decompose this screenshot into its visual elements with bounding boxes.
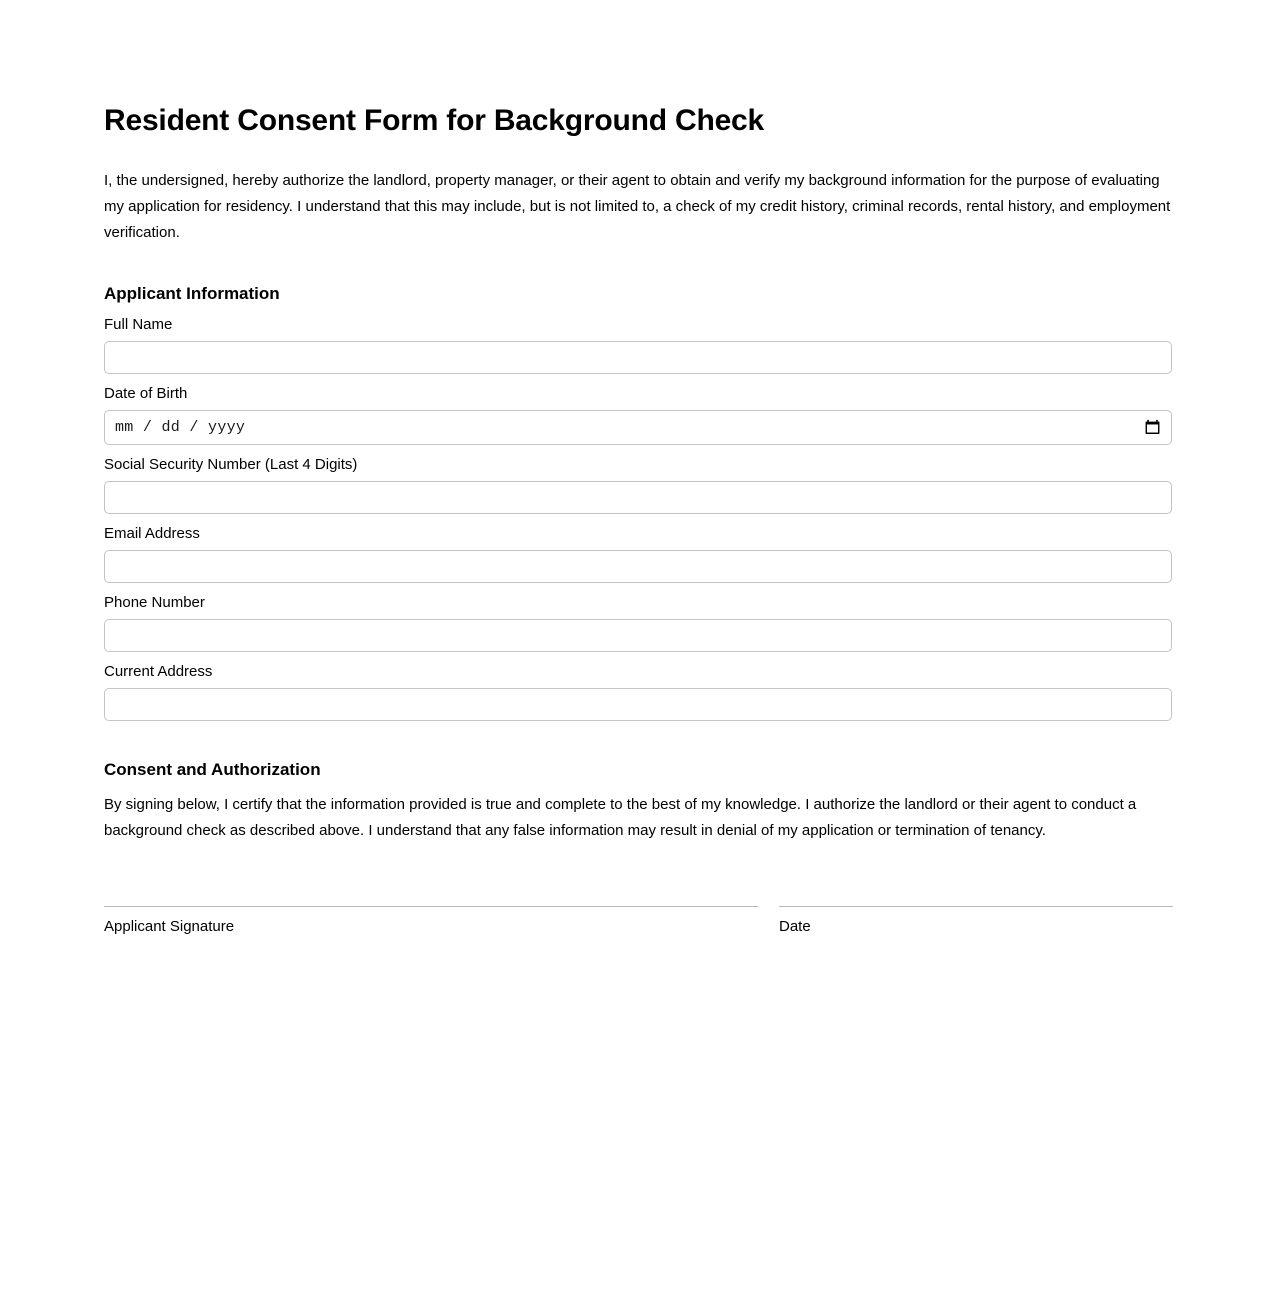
applicant-information-heading: Applicant Information [104,283,280,303]
date-of-birth-placeholder: mm / dd / yyyy [115,418,246,436]
consent-authorization-section [104,760,1174,844]
email-label: Email Address [104,524,200,542]
calendar-icon[interactable] [1145,420,1160,435]
signature-row [104,906,1174,936]
signature-date-field[interactable] [779,906,1173,936]
date-of-birth-input-wrapper [104,410,1172,445]
date-of-birth-label: Date of Birth [104,384,188,402]
intro-paragraph: I, the undersigned, hereby authorize the landlord, property manager, or their agent to obtain and verify my background information for the purpose of evaluating my application for residency. I understand that this may include, but is not limited to, a check of my credit history, criminal records, rental history, and employment verification. [104,171,1171,241]
applicant-information-section [104,284,1174,721]
consent-paragraph: By signing below, I certify that the information provided is true and complete to the best of my knowledge. I authorize the landlord or their agent to conduct a background check as described above. I understand that any false information may result in denial of my application or termination of tenancy. [104,795,1137,839]
full-name-input[interactable] [104,341,1172,374]
field-group-ssn [104,456,1174,514]
ssn-label: Social Security Number (Last 4 Digits) [104,455,358,473]
signature-date-caption: Date [779,917,811,935]
date-of-birth-input[interactable] [104,410,1172,445]
consent-authorization-heading: Consent and Authorization [104,759,321,779]
phone-label: Phone Number [104,593,205,611]
full-name-label: Full Name [104,315,173,333]
email-field[interactable] [104,550,1172,583]
field-group-phone [104,594,1174,652]
page-title: Resident Consent Form for Background Check [104,104,765,137]
current-address-input[interactable] [104,688,1172,721]
field-group-date-of-birth [104,385,1174,445]
ssn-input[interactable] [104,481,1172,514]
field-group-full-name [104,316,1174,374]
field-group-current-address [104,663,1174,721]
phone-input[interactable] [104,619,1172,652]
field-group-email [104,525,1174,583]
applicant-signature-caption: Applicant Signature [104,917,235,935]
applicant-signature-field[interactable] [104,906,758,936]
current-address-label: Current Address [104,662,213,680]
